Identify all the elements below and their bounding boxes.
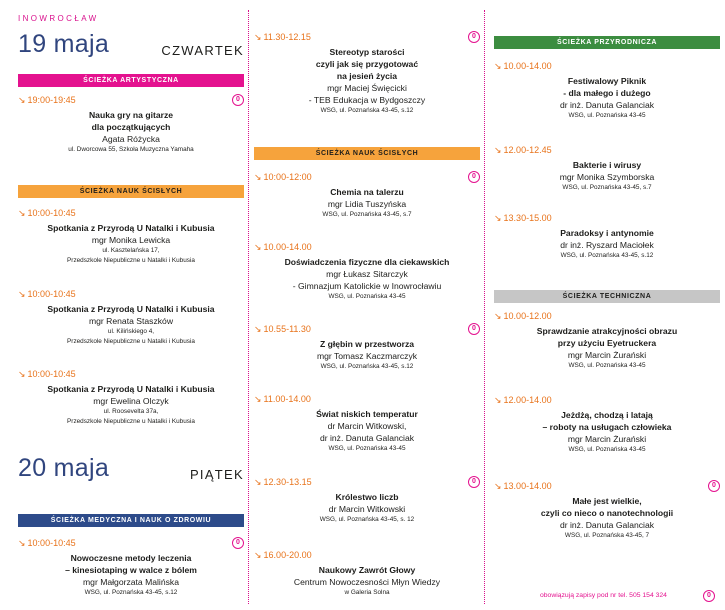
event-body — [254, 186, 480, 220]
event[interactable] — [254, 324, 480, 384]
event[interactable] — [254, 32, 480, 132]
event-title: – roboty na usługach człowieka — [542, 422, 672, 432]
event-title: Z głębin w przestworza — [319, 339, 415, 349]
arrow-icon: ↘ — [254, 172, 262, 182]
arrow-icon: ↘ — [254, 550, 262, 560]
event-person: mgr Lidia Tuszyńska — [327, 199, 407, 209]
event-title: dla początkujących — [91, 122, 171, 132]
column-2 — [254, 0, 480, 610]
footer-note: obowiązują zapisy pod nr tel. 505 154 324 — [540, 592, 667, 599]
event-title: Sprawdzanie atrakcyjności obrazu — [536, 326, 678, 336]
event-person: mgr Małgorzata Malińska — [83, 577, 179, 587]
time-text: 12.00-14.00 — [503, 395, 552, 405]
event-body — [18, 383, 244, 427]
zero-badge-icon: 0 — [468, 171, 480, 183]
zero-badge-icon: 0 — [468, 323, 480, 335]
event-person: mgr Łukasz Sitarczyk — [326, 269, 408, 279]
column-1 — [12, 0, 244, 610]
event-title: Bakterie i wirusy — [572, 160, 642, 170]
time-text: 10:00-10:45 — [27, 538, 76, 548]
event-body — [254, 338, 480, 372]
arrow-icon: ↘ — [18, 95, 26, 105]
event-person: mgr Marcin Żurański — [567, 350, 647, 360]
event-body — [494, 227, 720, 261]
event-title: – kinesiotaping w walce z bólem — [65, 565, 197, 575]
event-time — [254, 32, 311, 43]
track-sci2-bar: ŚCIEŻKA NAUK ŚCISŁYCH — [254, 147, 480, 160]
event-person: mgr Ewelina Olczyk — [93, 396, 169, 406]
event-person: dr Marcin Witkowski, — [327, 421, 407, 431]
event-title: Paradoksy i antynomie — [560, 228, 654, 238]
event-time — [18, 95, 76, 106]
event-time — [254, 242, 312, 253]
event-time — [18, 538, 76, 549]
time-text: 11.30-12.15 — [263, 32, 311, 42]
event-person: mgr Renata Staszków — [88, 316, 174, 326]
column-divider — [484, 10, 485, 604]
event-body — [254, 564, 480, 598]
event-body — [494, 75, 720, 121]
event[interactable] — [494, 213, 720, 273]
event-place: ul. Roosevelta 37a, — [103, 408, 159, 415]
event[interactable] — [254, 172, 480, 232]
event-person: dr inż. Danuta Galanciak — [559, 520, 655, 530]
arrow-icon: ↘ — [494, 311, 502, 321]
event-place: WSG, ul. Poznańska 43-45, s.12 — [84, 589, 178, 596]
arrow-icon: ↘ — [254, 242, 262, 252]
arrow-icon: ↘ — [18, 369, 26, 379]
event-time — [494, 395, 552, 406]
event-body — [18, 222, 244, 266]
event-place: ul. Kilińskiego 4, — [107, 328, 155, 335]
event-place: ul. Dworcowa 55, Szkoła Muzyczna Yamaha — [68, 146, 194, 153]
time-text: 10.00-12.00 — [503, 311, 552, 321]
arrow-icon: ↘ — [254, 394, 262, 404]
arrow-icon: ↘ — [254, 324, 262, 334]
track-art-bar: ŚCIEŻKA ARTYSTYCZNA — [18, 74, 244, 87]
event-title: Spotkania z Przyrodą U Natalki i Kubusia — [47, 304, 215, 314]
event-time — [254, 550, 312, 561]
event-body — [494, 159, 720, 193]
time-text: 10.00-14.00 — [503, 61, 552, 71]
event-person: Agata Różycka — [102, 134, 160, 144]
event-place: WSG, ul. Poznańska 43-45 — [328, 293, 406, 300]
event[interactable] — [254, 550, 480, 610]
event[interactable] — [494, 61, 720, 131]
time-text: 19:00-19:45 — [27, 95, 76, 105]
event-place: WSG, ul. Poznańska 43-45 — [568, 112, 646, 119]
event-title: Spotkania z Przyrodą U Natalki i Kubusia — [47, 223, 215, 233]
arrow-icon: ↘ — [494, 213, 502, 223]
event-time — [254, 477, 312, 488]
event[interactable] — [494, 395, 720, 465]
event-place: WSG, ul. Poznańska 43-45, s.7 — [562, 184, 652, 191]
event-person: Centrum Nowoczesności Młyn Wiedzy — [293, 577, 441, 587]
event-body — [254, 256, 480, 302]
time-text: 16.00-20.00 — [263, 550, 312, 560]
event-title: Nowoczesne metody leczenia — [70, 553, 192, 563]
event-body — [254, 46, 480, 116]
event-place: WSG, ul. Poznańska 43-45, s. 12 — [319, 516, 415, 523]
track-tech-bar: ŚCIEŻKA TECHNICZNA — [494, 290, 720, 303]
event-title: Nauka gry na gitarze — [88, 110, 174, 120]
arrow-icon: ↘ — [18, 208, 26, 218]
zero-badge-icon: 0 — [232, 94, 244, 106]
time-text: 13.00-14.00 — [503, 481, 552, 491]
event-body — [18, 552, 244, 598]
event-time — [494, 311, 552, 322]
event-place: WSG, ul. Poznańska 43-45, s.12 — [320, 363, 414, 370]
event-time — [494, 213, 552, 224]
day-header-20 — [18, 454, 244, 486]
event-body — [18, 303, 244, 347]
event-place: WSG, ul. Poznańska 43-45, s.7 — [322, 211, 412, 218]
arrow-icon: ↘ — [494, 481, 502, 491]
event[interactable] — [254, 394, 480, 464]
event-title: - dla małego i dużego — [563, 88, 651, 98]
event-person: mgr Tomasz Kaczmarczyk — [316, 351, 418, 361]
column-3 — [488, 0, 720, 610]
day-date: 19 maja — [18, 30, 110, 58]
event-title: Doświadczenia fizyczne dla ciekawskich — [284, 257, 450, 267]
event-place: WSG, ul. Poznańska 43-45 — [328, 445, 406, 452]
event[interactable] — [18, 289, 244, 359]
column-divider — [248, 10, 249, 604]
event-place: Przedszkole Niepubliczne u Natalki i Kubusia — [67, 257, 195, 264]
event-title: Królestwo liczb — [335, 492, 399, 502]
event-title: Spotkania z Przyrodą U Natalki i Kubusia — [47, 384, 215, 394]
day-weekday: PIĄTEK — [189, 467, 244, 482]
zero-badge-icon: 0 — [468, 476, 480, 488]
time-text: 10:00-10:45 — [27, 208, 76, 218]
event-title: Stereotyp starości — [329, 47, 405, 57]
zero-badge-icon: 0 — [703, 590, 715, 602]
event-body — [18, 109, 244, 155]
event[interactable] — [494, 311, 720, 381]
event-place: Przedszkole Niepubliczne u Natalki i Kubusia — [67, 338, 195, 345]
event-person: mgr Monika Szymborska — [559, 172, 655, 182]
time-text: 11.00-14.00 — [263, 394, 311, 404]
event-title: Świat niskich temperatur — [316, 409, 418, 419]
event-title: Małe jest wielkie, — [572, 496, 642, 506]
event-person: dr Marcin Witkowski — [328, 504, 406, 514]
event[interactable] — [254, 477, 480, 537]
event-person: mgr Marcin Żurański — [567, 434, 647, 444]
arrow-icon: ↘ — [494, 145, 502, 155]
arrow-icon: ↘ — [254, 32, 262, 42]
event-place: WSG, ul. Poznańska 43-45, s.12 — [320, 107, 414, 114]
event-person: dr inż. Danuta Galanciak — [559, 100, 655, 110]
event-time — [254, 324, 311, 335]
zero-badge-icon: 0 — [468, 31, 480, 43]
city-name: INOWROCŁAW — [18, 14, 99, 23]
event[interactable] — [18, 369, 244, 439]
event-body — [494, 409, 720, 455]
event-title: przy użyciu Eyetruckera — [557, 338, 657, 348]
event-title: Naukowy Zawrót Głowy — [318, 565, 416, 575]
arrow-icon: ↘ — [254, 477, 262, 487]
event-person: - Gimnazjum Katolickie w Inowrocławiu — [292, 281, 442, 291]
arrow-icon: ↘ — [18, 538, 26, 548]
event-body — [494, 325, 720, 371]
track-sci-bar: ŚCIEŻKA NAUK ŚCISŁYCH — [18, 185, 244, 198]
event-time — [18, 208, 76, 219]
time-text: 10:00-10:45 — [27, 289, 76, 299]
event-person: mgr Maciej Święcicki — [327, 83, 407, 93]
event-body — [494, 495, 720, 541]
time-text: 12.30-13.15 — [263, 477, 312, 487]
event-place: Przedszkole Niepubliczne u Natalki i Kubusia — [67, 418, 195, 425]
event-body — [254, 491, 480, 525]
event-person: dr inż. Ryszard Maciołek — [560, 240, 654, 250]
event[interactable] — [494, 481, 720, 551]
event-place: w Galeria Solna — [344, 589, 390, 596]
event-title: Jeżdżą, chodzą i latają — [561, 410, 653, 420]
day-weekday: CZWARTEK — [161, 43, 244, 58]
zero-badge-icon: 0 — [232, 537, 244, 549]
event[interactable] — [18, 208, 244, 278]
event-person: mgr Monika Lewicka — [91, 235, 171, 245]
event-title: na jesień życia — [336, 71, 398, 81]
time-text: 13.30-15.00 — [503, 213, 552, 223]
event[interactable] — [254, 242, 480, 312]
event-title: czyli jak się przygotować — [315, 59, 419, 69]
event[interactable] — [18, 95, 244, 170]
event-person: dr inż. Danuta Galanciak — [319, 433, 415, 443]
event-place: WSG, ul. Poznańska 43-45, 7 — [564, 532, 650, 539]
arrow-icon: ↘ — [494, 61, 502, 71]
event-title: Festiwalowy Piknik — [567, 76, 647, 86]
zero-badge-icon: 0 — [708, 480, 720, 492]
event[interactable] — [18, 538, 244, 608]
event-time — [494, 481, 552, 492]
event-time — [494, 61, 552, 72]
event-time — [254, 172, 312, 183]
event-place: WSG, ul. Poznańska 43-45, s.12 — [560, 252, 654, 259]
event-title: Chemia na talerzu — [330, 187, 404, 197]
time-text: 10.00-14.00 — [263, 242, 312, 252]
event-person: - TEB Edukacja w Bydgoszczy — [308, 95, 426, 105]
event-place: WSG, ul. Poznańska 43-45 — [568, 446, 646, 453]
time-text: 12.00-12.45 — [503, 145, 552, 155]
time-text: 10:00-10:45 — [27, 369, 76, 379]
track-nat-bar: ŚCIEŻKA PRZYRODNICZA — [494, 36, 720, 49]
day-header-19 — [18, 30, 244, 62]
event-place: ul. Kasztelańska 17, — [102, 247, 160, 254]
arrow-icon: ↘ — [18, 289, 26, 299]
time-text: 10.55-11.30 — [263, 324, 311, 334]
event[interactable] — [494, 145, 720, 205]
event-body — [254, 408, 480, 454]
event-place: WSG, ul. Poznańska 43-45 — [568, 362, 646, 369]
event-time — [18, 369, 76, 380]
track-med-bar: ŚCIEŻKA MEDYCZNA I NAUK O ZDROWIU — [18, 514, 244, 527]
arrow-icon: ↘ — [494, 395, 502, 405]
event-title: czyli co nieco o nanotechnologii — [540, 508, 674, 518]
time-text: 10:00-12:00 — [263, 172, 312, 182]
day-date: 20 maja — [18, 454, 110, 482]
event-time — [254, 394, 311, 405]
event-time — [18, 289, 76, 300]
event-time — [494, 145, 552, 156]
